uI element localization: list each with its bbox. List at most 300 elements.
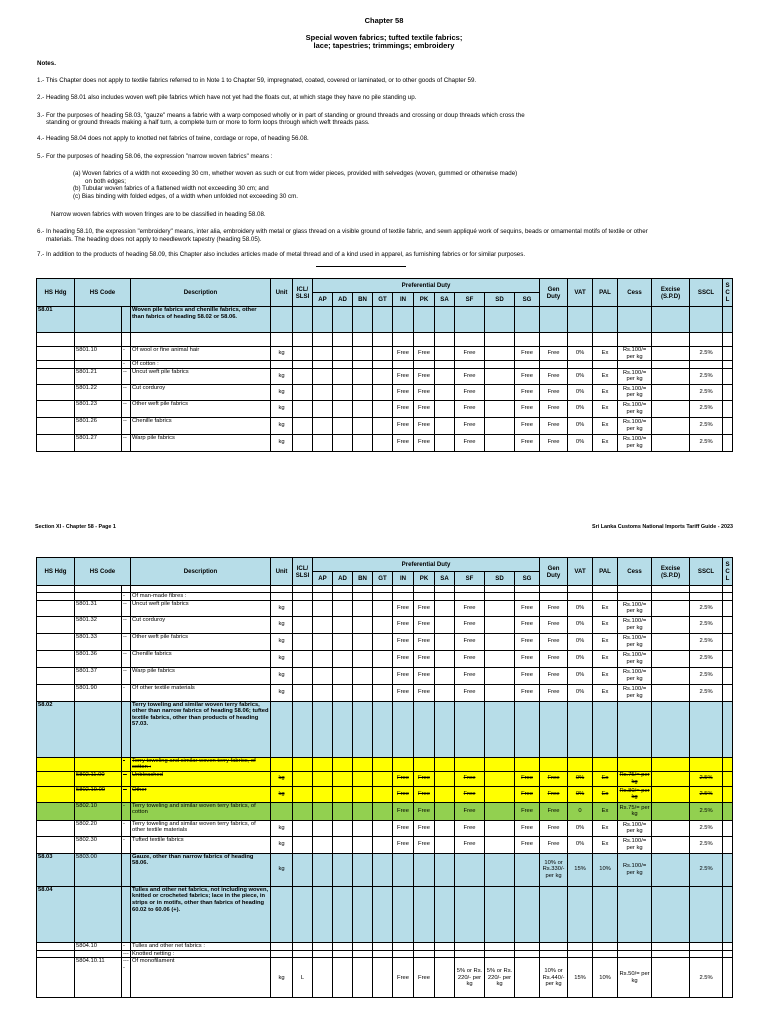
cell-in: Free xyxy=(393,434,414,451)
cell-unit: kg xyxy=(271,853,293,886)
cell-ad xyxy=(333,853,353,886)
cell-sd xyxy=(485,701,515,757)
cell-scl xyxy=(723,786,733,802)
cell-sscl: 2.5% xyxy=(690,417,723,434)
col-unit: Unit xyxy=(271,558,293,586)
notes-section xyxy=(37,60,737,259)
cell-sd xyxy=(485,802,515,820)
cell-ad xyxy=(333,950,353,958)
cell-sg: Free xyxy=(515,347,540,361)
cell-sg: Free xyxy=(515,434,540,451)
cell-gt xyxy=(373,950,393,958)
cell-pk: Free xyxy=(414,417,435,434)
cell-sa xyxy=(435,347,455,361)
col-cess: Cess xyxy=(618,279,652,307)
cell-in: Free xyxy=(393,616,414,633)
cell-vat: 15% xyxy=(568,958,593,998)
cell-hs-code: 5801.23 xyxy=(75,400,122,417)
cell-pal: Ex xyxy=(593,786,618,802)
cell-sd xyxy=(485,684,515,701)
cell-dash: - xyxy=(122,361,131,369)
col-preferential-duty: Preferential Duty xyxy=(313,279,540,293)
cell-sd xyxy=(485,600,515,616)
cell-ad xyxy=(333,417,353,434)
cell-hs-code xyxy=(75,307,122,333)
note-3a: 3.- For the purposes of heading 58.03, "gauze" means a fabric with a warp composed wholly or in part of standing or ground threads and crossing or doup threads which cross the xyxy=(37,111,525,119)
note-3b: standing or ground threads making a half turn, a complete turn or more to form loops through which weft threads pass. xyxy=(46,119,370,127)
cell-bn xyxy=(353,361,373,369)
cell-hs-code: 5801.36 xyxy=(75,650,122,667)
cell-in xyxy=(393,307,414,333)
cell-hs-hdg xyxy=(37,771,75,786)
cell-description: Woven pile fabrics and chenille fabrics, other than fabrics of heading 58.02 or 58.06. xyxy=(131,307,271,333)
cell-icl-slsi xyxy=(293,701,313,757)
cell-ad xyxy=(333,650,353,667)
cell-ad xyxy=(333,384,353,400)
cell-hs-hdg xyxy=(37,650,75,667)
cell-icl-slsi xyxy=(293,600,313,616)
cell-ad xyxy=(333,347,353,361)
cell-description: Terry toweling and similar woven terry fabrics, of cotton xyxy=(131,802,271,820)
cell-gt xyxy=(373,307,393,333)
cell-sscl: 2.5% xyxy=(690,368,723,384)
cell-sa xyxy=(435,417,455,434)
cell-bn xyxy=(353,802,373,820)
cell-hs-code: 5802.30 xyxy=(75,836,122,853)
cell-sf xyxy=(455,361,485,369)
col-unit: Unit xyxy=(271,279,293,307)
cell-unit xyxy=(271,361,293,369)
cell-unit: kg xyxy=(271,400,293,417)
cell-dash xyxy=(122,853,131,886)
cell-hs-hdg xyxy=(37,600,75,616)
table-row xyxy=(37,942,733,950)
cell-sg xyxy=(515,361,540,369)
cell-sa xyxy=(435,771,455,786)
cell-sg: Free xyxy=(515,667,540,684)
cell-pal: Ex xyxy=(593,650,618,667)
cell-gt xyxy=(373,368,393,384)
cell-sg xyxy=(515,307,540,333)
col-gt: GT xyxy=(373,293,393,307)
cell-sf: Free xyxy=(455,650,485,667)
col-description: Description xyxy=(131,279,271,307)
cell-pal: Ex xyxy=(593,400,618,417)
cell-pal: Ex xyxy=(593,417,618,434)
cell-dash: -- xyxy=(122,600,131,616)
cell-hs-code: 5801.21 xyxy=(75,368,122,384)
cell-cess: Rs.100/= per kg xyxy=(618,384,652,400)
cell-pal: 10% xyxy=(593,853,618,886)
col-vat: VAT xyxy=(568,279,593,307)
cell-ad xyxy=(333,593,353,601)
cell-scl xyxy=(723,417,733,434)
table-row xyxy=(37,886,733,942)
cell-sa xyxy=(435,786,455,802)
cell-description xyxy=(131,333,271,347)
cell-hs-code: 5802.10 xyxy=(75,802,122,820)
cell-dash: - xyxy=(122,684,131,701)
cell-description: Cut corduroy xyxy=(131,616,271,633)
table-row xyxy=(37,384,733,400)
cell-hs-code: 5801.37 xyxy=(75,667,122,684)
cell-sg: Free xyxy=(515,650,540,667)
cell-gen-duty xyxy=(540,593,568,601)
cell-sg xyxy=(515,886,540,942)
cell-gen-duty: Free xyxy=(540,802,568,820)
cell-sf: Free xyxy=(455,633,485,650)
cell-gt xyxy=(373,593,393,601)
cell-gen-duty: 10% or Rs.330/- per kg xyxy=(540,853,568,886)
cell-sf xyxy=(455,593,485,601)
col-hs-code: HS Code xyxy=(75,558,131,586)
cell-sa xyxy=(435,400,455,417)
col-scl: S C L xyxy=(723,558,733,586)
cell-hs-code xyxy=(75,950,122,958)
cell-excise xyxy=(652,958,690,998)
cell-ad xyxy=(333,958,353,998)
cell-gen-duty: Free xyxy=(540,771,568,786)
table-row xyxy=(37,600,733,616)
cell-bn xyxy=(353,786,373,802)
cell-gen-duty xyxy=(540,307,568,333)
cell-scl xyxy=(723,361,733,369)
cell-vat xyxy=(568,942,593,950)
cell-ad xyxy=(333,616,353,633)
cell-dash: -- xyxy=(122,667,131,684)
cell-gt xyxy=(373,361,393,369)
cell-description: Knotted netting : xyxy=(131,950,271,958)
note-5a-2: on both edges; xyxy=(85,177,126,185)
cell-sscl: 2.5% xyxy=(690,347,723,361)
cell-hs-hdg xyxy=(37,616,75,633)
cell-unit: kg xyxy=(271,650,293,667)
cell-sf: Free xyxy=(455,434,485,451)
cell-sf xyxy=(455,886,485,942)
cell-icl-slsi xyxy=(293,836,313,853)
cell-pk xyxy=(414,307,435,333)
cell-gen-duty: Free xyxy=(540,417,568,434)
cell-sf: Free xyxy=(455,384,485,400)
cell-sf: Free xyxy=(455,771,485,786)
cell-description: Uncut weft pile fabrics xyxy=(131,368,271,384)
cell-gen-duty: Free xyxy=(540,434,568,451)
cell-excise xyxy=(652,633,690,650)
cell-gen-duty xyxy=(540,886,568,942)
cell-hs-hdg xyxy=(37,333,75,347)
cell-unit: kg xyxy=(271,684,293,701)
cell-excise xyxy=(652,361,690,369)
cell-pal: Ex xyxy=(593,347,618,361)
cell-sf: Free xyxy=(455,600,485,616)
cell-sg xyxy=(515,333,540,347)
cell-sscl: 2.5% xyxy=(690,633,723,650)
cell-sscl xyxy=(690,361,723,369)
cell-pal: Ex xyxy=(593,434,618,451)
cell-vat: 0% xyxy=(568,684,593,701)
cell-sscl: 2.5% xyxy=(690,853,723,886)
cell-description: Other xyxy=(131,786,271,802)
cell-vat: 0% xyxy=(568,633,593,650)
table-row xyxy=(37,820,733,836)
footer-right: Sri Lanka Customs National Imports Tariff Guide - 2023 xyxy=(592,524,733,530)
cell-icl-slsi xyxy=(293,307,313,333)
cell-cess: Rs.100/= per kg xyxy=(618,417,652,434)
cell-dash: - xyxy=(122,942,131,950)
col-sf: SF xyxy=(455,293,485,307)
cell-cess: Rs.75/= per kg xyxy=(618,802,652,820)
note-2: 2.- Heading 58.01 also includes woven weft pile fabrics which have not yet had the floats cut, at which stage they have no pile standing up. xyxy=(37,94,417,102)
cell-dash: - xyxy=(122,593,131,601)
cell-hs-hdg: 58.03 xyxy=(37,853,75,886)
cell-hs-hdg xyxy=(37,950,75,958)
cell-sa xyxy=(435,333,455,347)
cell-ad xyxy=(333,820,353,836)
cell-sf: Free xyxy=(455,820,485,836)
cell-ad xyxy=(333,434,353,451)
cell-sf: Free xyxy=(455,786,485,802)
cell-excise xyxy=(652,347,690,361)
cell-description: Unbleached xyxy=(131,771,271,786)
cell-hs-hdg xyxy=(37,786,75,802)
cell-sscl: 2.5% xyxy=(690,600,723,616)
cell-vat xyxy=(568,307,593,333)
cell-bn xyxy=(353,347,373,361)
cell-hs-hdg xyxy=(37,384,75,400)
cell-dash: -- xyxy=(122,417,131,434)
cell-ad xyxy=(333,307,353,333)
cell-icl-slsi xyxy=(293,347,313,361)
cell-scl xyxy=(723,701,733,757)
cell-icl-slsi xyxy=(293,786,313,802)
col-bn: BN xyxy=(353,572,373,586)
col-in: IN xyxy=(393,572,414,586)
cell-bn xyxy=(353,368,373,384)
cell-bn xyxy=(353,586,373,593)
cell-bn xyxy=(353,616,373,633)
cell-scl xyxy=(723,600,733,616)
col-bn: BN xyxy=(353,293,373,307)
cell-scl xyxy=(723,886,733,942)
cell-scl xyxy=(723,586,733,593)
cell-excise xyxy=(652,586,690,593)
cell-cess: Rs.100/= per kg xyxy=(618,650,652,667)
table-row xyxy=(37,950,733,958)
table-row xyxy=(37,307,733,333)
table-row xyxy=(37,836,733,853)
cell-bn xyxy=(353,886,373,942)
cell-unit: kg xyxy=(271,347,293,361)
cell-sd xyxy=(485,368,515,384)
cell-sscl xyxy=(690,757,723,771)
note-5c: (c) Bias binding with folded edges, of a width when unfolded not exceeding 30 cm. xyxy=(73,192,298,200)
col-ad: AD xyxy=(333,572,353,586)
cell-sg: Free xyxy=(515,616,540,633)
cell-in: Free xyxy=(393,684,414,701)
cell-ad xyxy=(333,771,353,786)
cell-sf xyxy=(455,586,485,593)
cell-sa xyxy=(435,368,455,384)
table-row xyxy=(37,684,733,701)
cell-in: Free xyxy=(393,802,414,820)
cell-icl-slsi xyxy=(293,593,313,601)
cell-icl-slsi xyxy=(293,417,313,434)
cell-sd xyxy=(485,820,515,836)
cell-ap xyxy=(313,701,333,757)
cell-dash: -- xyxy=(122,400,131,417)
cell-bn xyxy=(353,400,373,417)
cell-pal xyxy=(593,593,618,601)
cell-unit: kg xyxy=(271,368,293,384)
cell-description: Chenille fabrics xyxy=(131,650,271,667)
cell-sa xyxy=(435,802,455,820)
cell-bn xyxy=(353,593,373,601)
cell-ap xyxy=(313,434,333,451)
cell-ad xyxy=(333,333,353,347)
cell-vat xyxy=(568,886,593,942)
cell-cess xyxy=(618,886,652,942)
cell-scl xyxy=(723,333,733,347)
cell-ap xyxy=(313,400,333,417)
table-row xyxy=(37,586,733,593)
col-cess: Cess xyxy=(618,558,652,586)
cell-sa xyxy=(435,616,455,633)
cell-in: Free xyxy=(393,417,414,434)
cell-ad xyxy=(333,400,353,417)
cell-sa xyxy=(435,633,455,650)
cell-excise xyxy=(652,368,690,384)
cell-description: Tulles and other net fabrics : xyxy=(131,942,271,950)
cell-vat: 0% xyxy=(568,600,593,616)
cell-sd xyxy=(485,361,515,369)
cell-ad xyxy=(333,886,353,942)
cell-sd xyxy=(485,853,515,886)
cell-hs-hdg: 58.04 xyxy=(37,886,75,942)
cell-hs-hdg xyxy=(37,417,75,434)
cell-sa xyxy=(435,684,455,701)
cell-vat: 0% xyxy=(568,417,593,434)
cell-ad xyxy=(333,368,353,384)
cell-gen-duty: 10% or Rs.440/- per kg xyxy=(540,958,568,998)
cell-sscl xyxy=(690,307,723,333)
cell-ap xyxy=(313,361,333,369)
cell-hs-code xyxy=(75,361,122,369)
cell-hs-code: 5801.33 xyxy=(75,633,122,650)
cell-scl xyxy=(723,757,733,771)
cell-ap xyxy=(313,650,333,667)
table-row xyxy=(37,771,733,786)
cell-icl-slsi xyxy=(293,886,313,942)
cell-cess xyxy=(618,307,652,333)
table-row xyxy=(37,667,733,684)
col-sg: SG xyxy=(515,293,540,307)
cell-description: Tulles and other net fabrics, not including woven, knitted or crocheted fabrics; lace in the piece, in strips or in motifs, other than fabrics of heading 60.02 to 60.06 (+). xyxy=(131,886,271,942)
cell-hs-hdg xyxy=(37,361,75,369)
cell-pal: Ex xyxy=(593,633,618,650)
col-ap: AP xyxy=(313,293,333,307)
cell-sd xyxy=(485,757,515,771)
cell-ad xyxy=(333,836,353,853)
cell-description: Warp pile fabrics xyxy=(131,667,271,684)
cell-scl xyxy=(723,942,733,950)
cell-sa xyxy=(435,853,455,886)
cell-hs-code: 5801.90 xyxy=(75,684,122,701)
notes-heading: Notes. xyxy=(37,60,56,67)
cell-pal: Ex xyxy=(593,836,618,853)
cell-icl-slsi xyxy=(293,650,313,667)
cell-excise xyxy=(652,853,690,886)
cell-sa xyxy=(435,950,455,958)
cell-icl-slsi xyxy=(293,434,313,451)
cell-unit: kg xyxy=(271,616,293,633)
cell-unit: kg xyxy=(271,600,293,616)
cell-gen-duty: Free xyxy=(540,650,568,667)
cell-hs-code: 5804.10.11 xyxy=(75,958,122,998)
cell-ad xyxy=(333,361,353,369)
cell-sscl xyxy=(690,886,723,942)
cell-sg: Free xyxy=(515,600,540,616)
cell-excise xyxy=(652,650,690,667)
cell-cess: Rs.100/= per kg xyxy=(618,836,652,853)
tariff-table-page-1 xyxy=(36,278,733,452)
cell-pk xyxy=(414,361,435,369)
cell-hs-hdg xyxy=(37,667,75,684)
cell-hs-code: 5802.19.00 xyxy=(75,786,122,802)
cell-scl xyxy=(723,650,733,667)
cell-ad xyxy=(333,942,353,950)
cell-description: Warp pile fabrics xyxy=(131,434,271,451)
cell-bn xyxy=(353,958,373,998)
cell-hs-hdg: 58.01 xyxy=(37,307,75,333)
cell-pal: Ex xyxy=(593,802,618,820)
cell-sf: 5% or Rs. 220/- per kg xyxy=(455,958,485,998)
cell-hs-code: 5801.31 xyxy=(75,600,122,616)
cell-unit: kg xyxy=(271,836,293,853)
cell-sa xyxy=(435,600,455,616)
table-row xyxy=(37,368,733,384)
cell-excise xyxy=(652,771,690,786)
cell-hs-code xyxy=(75,333,122,347)
cell-pal: Ex xyxy=(593,368,618,384)
cell-hs-hdg xyxy=(37,757,75,771)
cell-sa xyxy=(435,384,455,400)
note-5: 5.- For the purposes of heading 58.06, the expression "narrow woven fabrics" means : xyxy=(37,152,273,160)
cell-hs-code xyxy=(75,593,122,601)
cell-cess: Rs.100/= per kg xyxy=(618,820,652,836)
table-body-1 xyxy=(37,307,733,452)
cell-icl-slsi: L xyxy=(293,958,313,998)
cell-sg: Free xyxy=(515,786,540,802)
cell-icl-slsi xyxy=(293,633,313,650)
cell-cess: Rs.100/= per kg xyxy=(618,400,652,417)
cell-pk: Free xyxy=(414,771,435,786)
cell-vat: 0% xyxy=(568,820,593,836)
cell-ad xyxy=(333,802,353,820)
cell-sf: Free xyxy=(455,368,485,384)
cell-excise xyxy=(652,886,690,942)
cell-gt xyxy=(373,400,393,417)
cell-dash: -- xyxy=(122,384,131,400)
cell-gen-duty xyxy=(540,942,568,950)
cell-excise xyxy=(652,786,690,802)
cell-vat xyxy=(568,361,593,369)
cell-icl-slsi xyxy=(293,368,313,384)
cell-sd xyxy=(485,586,515,593)
cell-dash: - xyxy=(122,757,131,771)
cell-sg: Free xyxy=(515,836,540,853)
cell-pal xyxy=(593,886,618,942)
cell-vat xyxy=(568,586,593,593)
